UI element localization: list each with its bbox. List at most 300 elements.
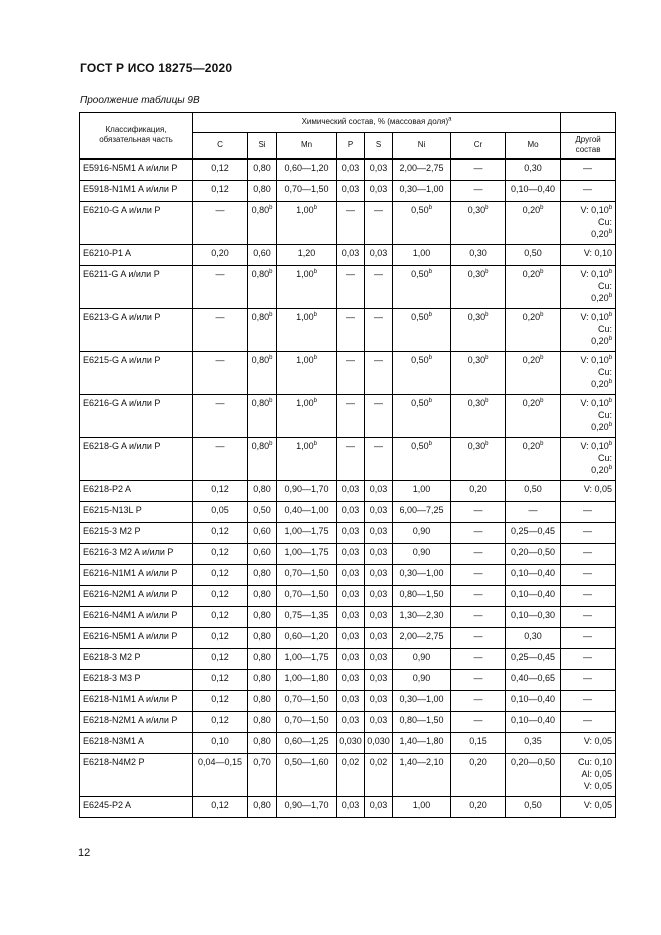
mo-value: 0,20 bbox=[522, 354, 541, 365]
footnote-marker: b bbox=[269, 311, 273, 318]
s-cell bbox=[365, 627, 393, 648]
mo-value: 0,20 bbox=[522, 397, 541, 408]
cr-cell bbox=[451, 265, 506, 308]
si-value: 0,80 bbox=[251, 440, 270, 451]
mn-value: 0,40—1,00 bbox=[284, 504, 329, 515]
mn-cell bbox=[277, 437, 337, 480]
footnote-marker: b bbox=[313, 268, 317, 275]
cr-cell bbox=[451, 543, 506, 564]
mn-cell bbox=[277, 159, 337, 180]
mn-cell bbox=[277, 180, 337, 201]
column-header-p: P bbox=[337, 133, 365, 160]
mn-cell bbox=[277, 690, 337, 711]
other-composition-line bbox=[563, 714, 612, 726]
table-row bbox=[80, 351, 616, 394]
footnote-marker: b bbox=[540, 440, 544, 447]
ni-cell bbox=[393, 711, 451, 732]
p-value: 0,03 bbox=[341, 247, 360, 258]
table-row bbox=[80, 753, 616, 796]
s-cell bbox=[365, 394, 393, 437]
si-value: 0,80 bbox=[251, 311, 270, 322]
c-value: 0,12 bbox=[211, 546, 229, 557]
c-cell bbox=[193, 244, 248, 265]
s-cell bbox=[365, 437, 393, 480]
si-value: 0,80 bbox=[253, 588, 271, 599]
si-cell bbox=[248, 522, 277, 543]
other-composition-cell bbox=[561, 201, 616, 244]
ni-value: 0,50 bbox=[411, 311, 429, 322]
table-row bbox=[80, 732, 616, 753]
other-composition-line bbox=[563, 216, 612, 228]
mo-cell bbox=[506, 437, 561, 480]
p-value: 0,03 bbox=[341, 504, 360, 515]
c-value: 0,12 bbox=[211, 714, 229, 725]
ni-value: 6,00—7,25 bbox=[399, 504, 444, 515]
ni-value: 1,30—2,30 bbox=[399, 609, 444, 620]
c-cell bbox=[193, 501, 248, 522]
other-composition-text: V: 0,10 bbox=[580, 268, 609, 279]
footnote-marker: b bbox=[313, 440, 317, 447]
si-value: 0,80 bbox=[253, 714, 271, 725]
s-value: 0,03 bbox=[369, 483, 388, 494]
mn-cell bbox=[277, 265, 337, 308]
footnote-marker: b bbox=[313, 204, 317, 211]
footnote-marker: b bbox=[485, 397, 489, 404]
p-value: 0,03 bbox=[341, 567, 360, 578]
classification-cell: E6218-N1M1 A и/или P bbox=[80, 690, 193, 711]
p-value: 0,03 bbox=[341, 588, 360, 599]
other-composition-cell bbox=[561, 711, 616, 732]
mo-value: 0,50 bbox=[524, 799, 542, 810]
other-composition-line bbox=[563, 354, 612, 366]
c-cell bbox=[193, 690, 248, 711]
footnote-marker: b bbox=[428, 311, 432, 318]
mo-value: 0,10—0,30 bbox=[511, 609, 556, 620]
other-composition-text: Cu: bbox=[598, 409, 613, 420]
cr-value: — bbox=[473, 609, 483, 620]
mn-value: 0,60—1,20 bbox=[284, 630, 329, 641]
other-composition-line bbox=[563, 799, 612, 811]
s-cell bbox=[365, 480, 393, 501]
cr-cell bbox=[451, 753, 506, 796]
mn-value: 1,00—1,75 bbox=[284, 546, 329, 557]
other-composition-text: V: 0,05 bbox=[583, 780, 613, 791]
si-cell bbox=[248, 732, 277, 753]
s-cell bbox=[365, 648, 393, 669]
other-composition-text: — bbox=[583, 163, 593, 173]
other-composition-text: V: 0,10 bbox=[580, 440, 609, 451]
classification-cell: E6218-N4M2 P bbox=[80, 753, 193, 796]
p-cell bbox=[337, 543, 365, 564]
cr-value: 0,20 bbox=[469, 799, 487, 810]
s-cell bbox=[365, 265, 393, 308]
footnote-marker: b bbox=[269, 268, 273, 275]
mn-value: 1,20 bbox=[297, 247, 316, 258]
mn-cell bbox=[277, 564, 337, 585]
si-value: 0,80 bbox=[253, 651, 271, 662]
ni-cell bbox=[393, 648, 451, 669]
other-composition-text: — bbox=[583, 567, 593, 578]
s-cell bbox=[365, 711, 393, 732]
c-cell bbox=[193, 265, 248, 308]
classification-cell: E6218-G A и/или P bbox=[80, 437, 193, 480]
other-composition-cell bbox=[561, 351, 616, 394]
other-composition-cell bbox=[561, 437, 616, 480]
other-composition-cell bbox=[561, 585, 616, 606]
s-value: 0,03 bbox=[369, 504, 388, 515]
p-cell bbox=[337, 627, 365, 648]
other-composition-cell bbox=[561, 480, 616, 501]
other-composition-line bbox=[563, 204, 612, 216]
classification-cell: E6216-N4M1 A и/или P bbox=[80, 606, 193, 627]
si-value: 0,60 bbox=[253, 546, 271, 557]
mo-value: 0,35 bbox=[524, 735, 542, 746]
other-composition-text: — bbox=[583, 525, 593, 536]
c-cell bbox=[193, 732, 248, 753]
mo-cell bbox=[506, 690, 561, 711]
classification-cell: E6215-N13L P bbox=[80, 501, 193, 522]
mo-cell bbox=[506, 585, 561, 606]
ni-value: 0,80—1,50 bbox=[399, 588, 444, 599]
p-cell bbox=[337, 501, 365, 522]
cr-value: — bbox=[473, 525, 483, 536]
other-composition-line bbox=[563, 735, 612, 747]
p-value: — bbox=[346, 354, 355, 365]
si-value: 0,80 bbox=[251, 204, 270, 215]
p-value: 0,03 bbox=[341, 693, 360, 704]
si-value: 0,60 bbox=[253, 247, 271, 258]
other-composition-cell bbox=[561, 564, 616, 585]
cr-cell bbox=[451, 585, 506, 606]
cr-value: 0,30 bbox=[467, 354, 486, 365]
classification-cell: E6211-G A и/или P bbox=[80, 265, 193, 308]
c-value: 0,05 bbox=[211, 504, 229, 515]
mn-value: 1,00—1,80 bbox=[284, 672, 329, 683]
ni-cell bbox=[393, 585, 451, 606]
mn-value: 0,90—1,70 bbox=[284, 483, 329, 494]
other-composition-text: 0,20 bbox=[591, 335, 609, 346]
si-value: 0,80 bbox=[253, 799, 271, 810]
cr-cell bbox=[451, 201, 506, 244]
p-value: — bbox=[346, 268, 355, 279]
mo-value: 0,10—0,40 bbox=[511, 567, 556, 578]
ni-cell bbox=[393, 159, 451, 180]
c-cell bbox=[193, 437, 248, 480]
ni-cell bbox=[393, 627, 451, 648]
other-composition-line bbox=[563, 452, 612, 464]
s-value: 0,03 bbox=[369, 609, 388, 620]
s-value: 0,03 bbox=[369, 630, 388, 641]
p-value: 0,03 bbox=[341, 483, 360, 494]
mn-value: 1,00—1,75 bbox=[284, 525, 329, 536]
mo-value: 0,10—0,40 bbox=[511, 183, 556, 194]
footnote-marker: b bbox=[608, 311, 613, 318]
classification-cell: E6216-G A и/или P bbox=[80, 394, 193, 437]
c-cell bbox=[193, 159, 248, 180]
ni-cell bbox=[393, 265, 451, 308]
mn-cell bbox=[277, 627, 337, 648]
mo-value: 0,30 bbox=[524, 630, 542, 641]
c-cell bbox=[193, 522, 248, 543]
ni-value: 0,50 bbox=[411, 204, 429, 215]
mo-cell bbox=[506, 308, 561, 351]
other-composition-cell bbox=[561, 159, 616, 180]
p-value: 0,03 bbox=[341, 525, 360, 536]
other-composition-text: — bbox=[583, 714, 593, 725]
ni-value: 1,40—2,10 bbox=[399, 756, 444, 767]
mo-cell bbox=[506, 351, 561, 394]
mo-value: 0,25—0,45 bbox=[511, 525, 556, 536]
si-value: 0,80 bbox=[253, 693, 271, 704]
s-value: 0,03 bbox=[369, 183, 388, 194]
table-row bbox=[80, 159, 616, 180]
p-cell bbox=[337, 732, 365, 753]
c-value: 0,12 bbox=[211, 163, 229, 173]
s-cell bbox=[365, 159, 393, 180]
ni-cell bbox=[393, 501, 451, 522]
other-composition-line bbox=[563, 567, 612, 579]
cr-cell bbox=[451, 690, 506, 711]
classification-header-line: обязательная часть bbox=[99, 135, 173, 144]
other-composition-text: — bbox=[583, 651, 593, 662]
si-cell bbox=[248, 648, 277, 669]
other-composition-cell bbox=[561, 244, 616, 265]
mn-value: 1,00 bbox=[296, 354, 314, 365]
footnote-marker: b bbox=[608, 228, 613, 235]
cr-cell bbox=[451, 159, 506, 180]
p-value: 0,02 bbox=[341, 756, 360, 767]
cr-value: — bbox=[473, 504, 483, 515]
s-cell bbox=[365, 543, 393, 564]
si-cell bbox=[248, 796, 277, 817]
other-composition-line bbox=[563, 609, 612, 621]
table-row bbox=[80, 606, 616, 627]
s-cell bbox=[365, 606, 393, 627]
mn-cell bbox=[277, 480, 337, 501]
mo-value: 0,30 bbox=[524, 163, 542, 173]
s-value: 0,03 bbox=[369, 247, 388, 258]
other-composition-text: 0,20 bbox=[591, 421, 609, 432]
cr-value: 0,30 bbox=[467, 397, 486, 408]
other-composition-cell bbox=[561, 648, 616, 669]
table-row bbox=[80, 585, 616, 606]
s-value: — bbox=[374, 311, 383, 322]
si-cell bbox=[248, 669, 277, 690]
s-value: 0,03 bbox=[369, 714, 388, 725]
si-value: 0,50 bbox=[253, 504, 271, 515]
column-header-ni: Ni bbox=[393, 133, 451, 160]
c-value: 0,12 bbox=[211, 588, 229, 599]
ni-cell bbox=[393, 201, 451, 244]
mn-value: 0,90—1,70 bbox=[284, 799, 329, 810]
table-body bbox=[80, 159, 616, 817]
other-composition-text: — bbox=[583, 672, 593, 683]
classification-cell: E6210-P1 A bbox=[80, 244, 193, 265]
table-row bbox=[80, 244, 616, 265]
c-value: 0,12 bbox=[211, 693, 229, 704]
other-header-line: состав bbox=[575, 145, 601, 154]
p-cell bbox=[337, 796, 365, 817]
classification-cell: E6218-3 M3 P bbox=[80, 669, 193, 690]
column-header-other bbox=[561, 133, 616, 160]
ni-value: 2,00—2,75 bbox=[399, 630, 444, 641]
s-value: 0,03 bbox=[369, 672, 388, 683]
footnote-marker: b bbox=[485, 354, 489, 361]
c-cell bbox=[193, 351, 248, 394]
mn-value: 0,60—1,20 bbox=[284, 163, 329, 173]
p-value: — bbox=[346, 397, 355, 408]
cr-value: 0,30 bbox=[467, 268, 486, 279]
footnote-marker: b bbox=[608, 354, 613, 361]
si-cell bbox=[248, 690, 277, 711]
mn-value: 0,70—1,50 bbox=[284, 714, 329, 725]
si-value: 0,80 bbox=[253, 483, 271, 494]
cr-cell bbox=[451, 732, 506, 753]
column-header-s: S bbox=[365, 133, 393, 160]
ni-value: 0,90 bbox=[412, 525, 431, 536]
mo-value: 0,50 bbox=[524, 483, 542, 494]
p-value: — bbox=[346, 311, 355, 322]
mn-value: 1,00 bbox=[296, 204, 314, 215]
c-value: — bbox=[215, 204, 225, 215]
footnote-marker: b bbox=[540, 268, 544, 275]
cr-cell bbox=[451, 606, 506, 627]
cr-value: — bbox=[473, 672, 483, 683]
s-value: 0,03 bbox=[369, 567, 388, 578]
mn-cell bbox=[277, 711, 337, 732]
cr-cell bbox=[451, 480, 506, 501]
footnote-marker: b bbox=[608, 464, 613, 471]
p-cell bbox=[337, 669, 365, 690]
cr-value: — bbox=[473, 693, 483, 704]
c-cell bbox=[193, 308, 248, 351]
table-row bbox=[80, 669, 616, 690]
c-cell bbox=[193, 627, 248, 648]
table-row bbox=[80, 480, 616, 501]
mo-cell bbox=[506, 480, 561, 501]
footnote-marker: b bbox=[608, 204, 613, 211]
mo-value: 0,40—0,65 bbox=[511, 672, 556, 683]
c-value: 0,12 bbox=[211, 525, 229, 536]
p-value: 0,03 bbox=[341, 714, 360, 725]
p-cell bbox=[337, 351, 365, 394]
classification-cell: E6216-N5M1 A и/или P bbox=[80, 627, 193, 648]
other-composition-text: Cu: bbox=[598, 366, 613, 377]
si-cell bbox=[248, 201, 277, 244]
other-header-line: Другой bbox=[575, 135, 601, 144]
cr-cell bbox=[451, 627, 506, 648]
other-composition-text: V: 0,10 bbox=[580, 354, 609, 365]
column-header-mo: Mo bbox=[506, 133, 561, 160]
c-cell bbox=[193, 394, 248, 437]
si-cell bbox=[248, 394, 277, 437]
cr-cell bbox=[451, 522, 506, 543]
p-cell bbox=[337, 180, 365, 201]
ni-value: 1,40—1,80 bbox=[399, 735, 444, 746]
cr-cell bbox=[451, 564, 506, 585]
composition-header-text: Химический состав, % (массовая доля) bbox=[301, 117, 449, 126]
mo-value: 0,25—0,45 bbox=[511, 651, 556, 662]
column-header-cr: Cr bbox=[451, 133, 506, 160]
mn-value: 0,50—1,60 bbox=[284, 756, 329, 767]
s-value: — bbox=[374, 397, 383, 408]
p-value: 0,03 bbox=[341, 672, 360, 683]
other-composition-line bbox=[563, 378, 612, 390]
c-value: 0,12 bbox=[211, 799, 229, 810]
ni-value: 0,80—1,50 bbox=[399, 714, 444, 725]
mo-cell bbox=[506, 159, 561, 180]
si-cell bbox=[248, 351, 277, 394]
classification-cell: E6215-3 M2 P bbox=[80, 522, 193, 543]
p-cell bbox=[337, 308, 365, 351]
si-cell bbox=[248, 244, 277, 265]
cr-cell bbox=[451, 796, 506, 817]
classification-cell: E6218-3 M2 P bbox=[80, 648, 193, 669]
si-value: 0,80 bbox=[251, 397, 270, 408]
other-composition-cell bbox=[561, 627, 616, 648]
mo-value: 0,20 bbox=[522, 440, 541, 451]
classification-cell: E6215-G A и/или P bbox=[80, 351, 193, 394]
c-value: 0,12 bbox=[211, 609, 229, 620]
si-value: 0,80 bbox=[253, 630, 271, 641]
composition-header-note: a bbox=[448, 116, 452, 123]
table-row bbox=[80, 265, 616, 308]
s-value: 0,02 bbox=[369, 756, 388, 767]
s-cell bbox=[365, 351, 393, 394]
other-composition-line bbox=[563, 768, 612, 780]
si-cell bbox=[248, 480, 277, 501]
p-cell bbox=[337, 159, 365, 180]
other-composition-text: — bbox=[583, 609, 593, 620]
s-cell bbox=[365, 564, 393, 585]
ni-cell bbox=[393, 394, 451, 437]
mo-cell bbox=[506, 648, 561, 669]
c-cell bbox=[193, 669, 248, 690]
si-cell bbox=[248, 437, 277, 480]
table-caption: Проолжение таблицы 9B bbox=[80, 95, 200, 106]
mo-value: 0,20 bbox=[522, 311, 541, 322]
si-value: 0,80 bbox=[253, 672, 271, 683]
s-value: 0,03 bbox=[369, 163, 388, 173]
s-cell bbox=[365, 522, 393, 543]
other-composition-cell bbox=[561, 308, 616, 351]
table-row bbox=[80, 437, 616, 480]
mo-value: 0,10—0,40 bbox=[511, 693, 556, 704]
other-composition-line bbox=[563, 247, 612, 259]
ni-value: 0,50 bbox=[411, 440, 429, 451]
ni-cell bbox=[393, 180, 451, 201]
other-composition-cell bbox=[561, 732, 616, 753]
other-composition-cell bbox=[561, 543, 616, 564]
cr-cell bbox=[451, 669, 506, 690]
footnote-marker: b bbox=[269, 397, 273, 404]
c-cell bbox=[193, 606, 248, 627]
footnote-marker: b bbox=[608, 397, 613, 404]
p-cell bbox=[337, 690, 365, 711]
footnote-marker: b bbox=[269, 204, 273, 211]
table-row bbox=[80, 564, 616, 585]
cr-cell bbox=[451, 711, 506, 732]
ni-cell bbox=[393, 543, 451, 564]
footnote-marker: b bbox=[485, 204, 489, 211]
si-value: 0,80 bbox=[253, 163, 271, 173]
classification-header bbox=[80, 113, 193, 160]
p-value: 0,030 bbox=[339, 735, 362, 746]
cr-cell bbox=[451, 180, 506, 201]
classification-cell: E6245-P2 A bbox=[80, 796, 193, 817]
other-composition-text: — bbox=[583, 588, 593, 599]
si-cell bbox=[248, 606, 277, 627]
